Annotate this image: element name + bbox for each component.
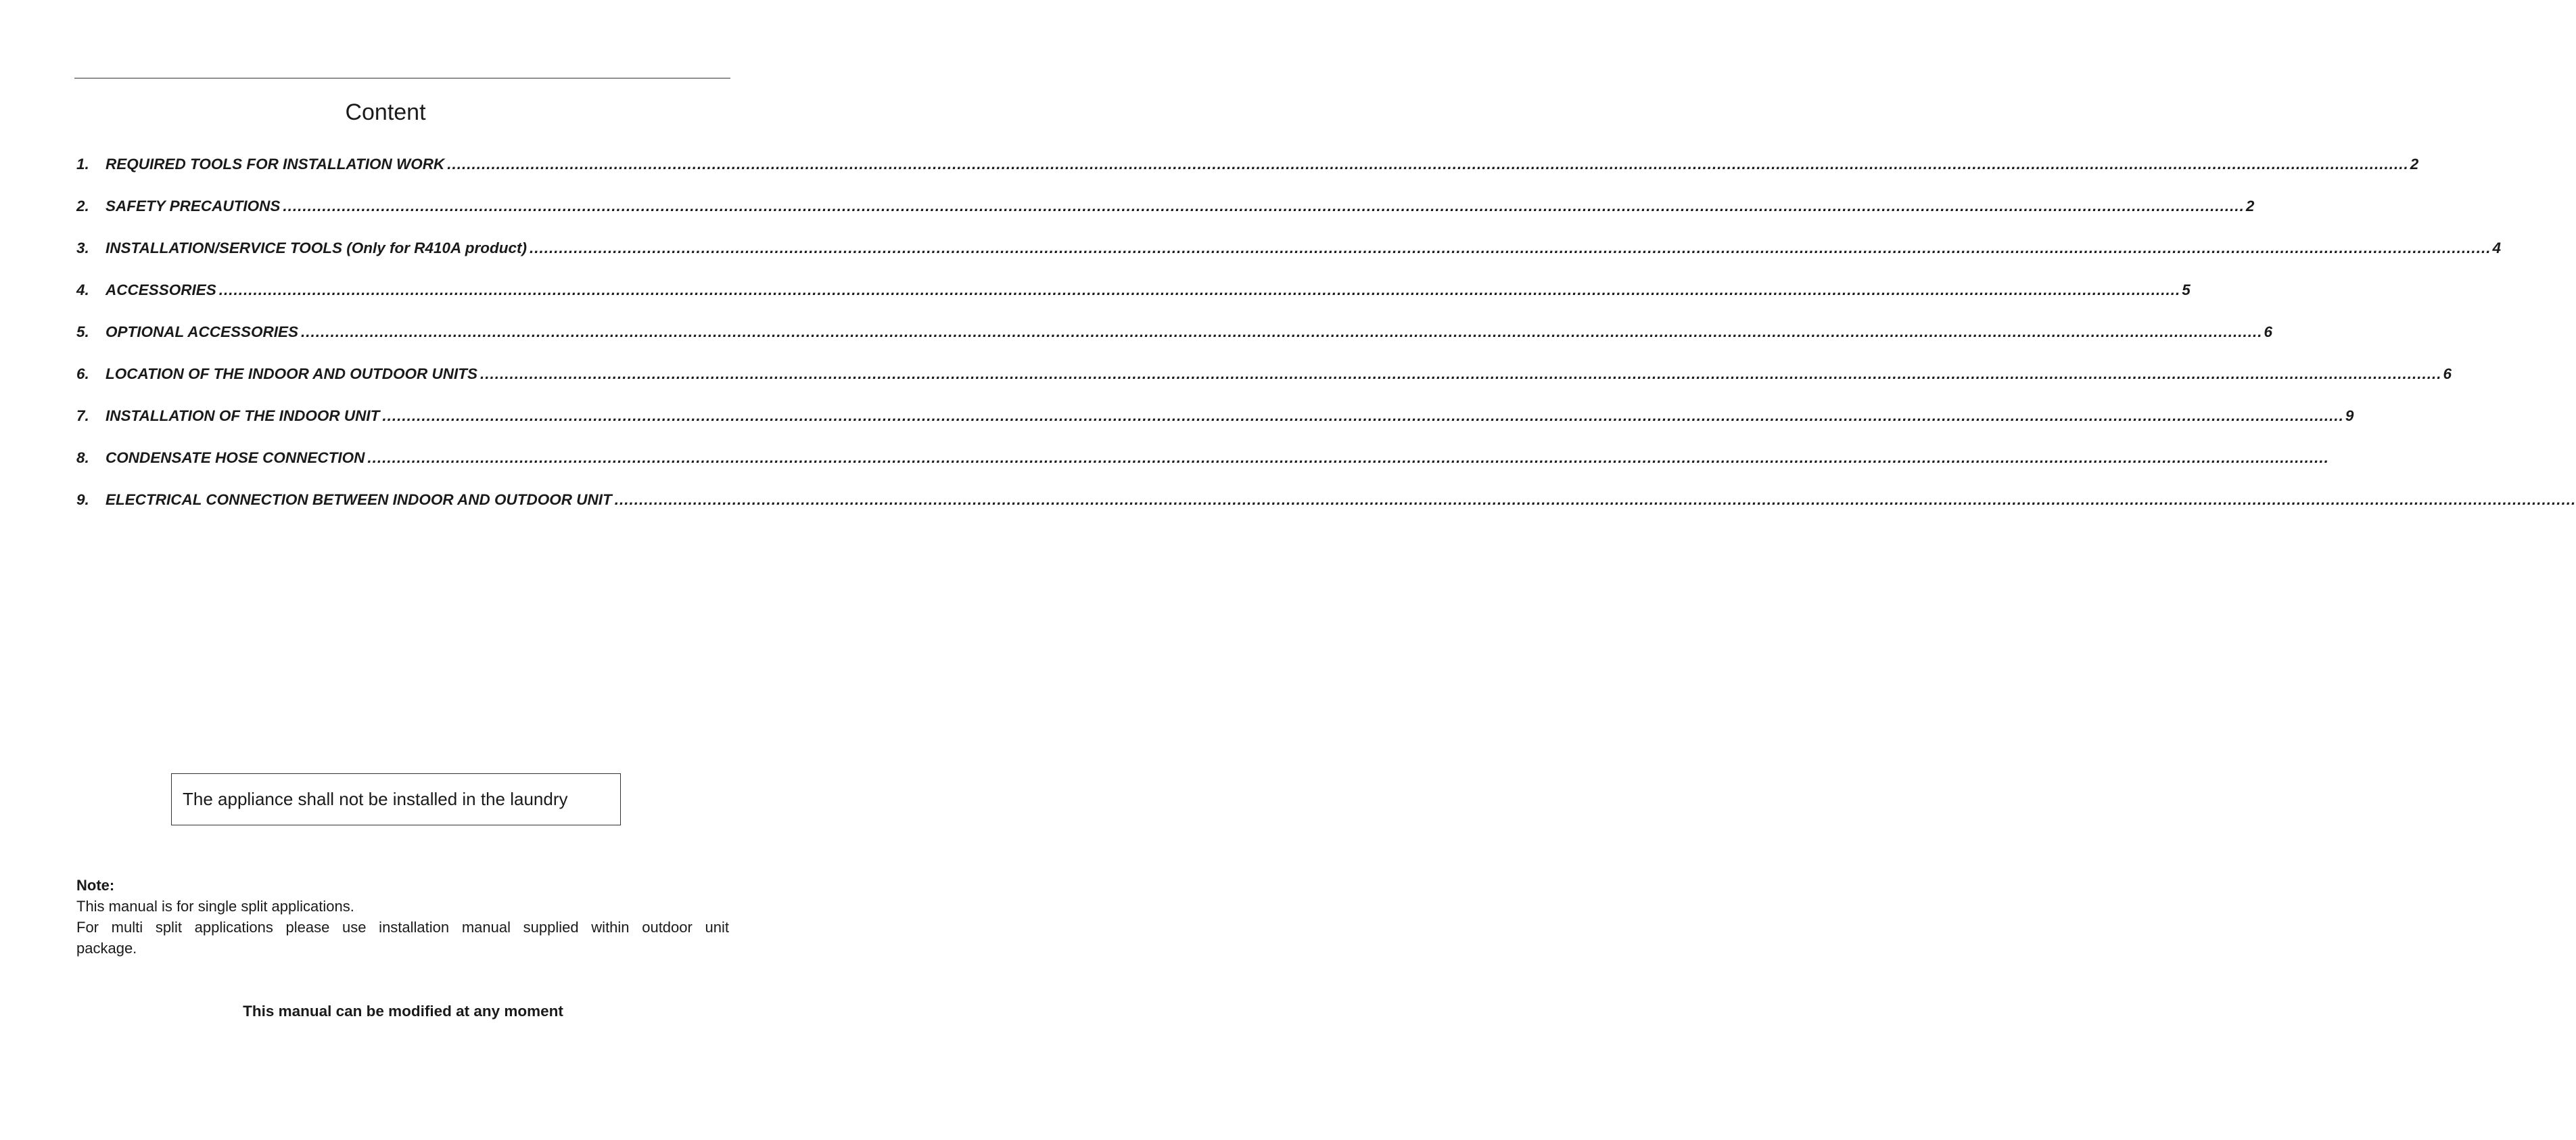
laundry-warning-box bbox=[171, 773, 621, 825]
toc-title: ACCESSORIES bbox=[106, 281, 216, 298]
toc-page-number: 6 bbox=[2443, 365, 2452, 382]
toc-title: CONDENSATE HOSE CONNECTION bbox=[106, 449, 365, 466]
toc-number: 3. bbox=[76, 240, 89, 256]
toc-title: REQUIRED TOOLS FOR INSTALLATION WORK bbox=[106, 156, 445, 173]
note-line: This manual is for single split applications. bbox=[76, 898, 354, 915]
toc-number: 2. bbox=[76, 198, 89, 214]
toc-entry[interactable] bbox=[76, 321, 2273, 344]
toc-entry[interactable] bbox=[76, 195, 2255, 218]
toc-page-number: 2 bbox=[2410, 156, 2419, 173]
toc-page-number: 2 bbox=[2245, 198, 2255, 214]
toc-entry[interactable] bbox=[76, 363, 2452, 386]
toc-leader-dots: ................................................................................................................................................................................................................................................................................................................................................................................................................ bbox=[614, 491, 2576, 508]
toc-leader-dots: ................................................................................................................................................................................................................................................................................................................................................................................................................ bbox=[367, 449, 2329, 466]
toc-number: 4. bbox=[76, 281, 89, 298]
toc-leader-dots: ................................................................................................................................................................................................................................................................................................................................................................................................................ bbox=[529, 240, 2491, 256]
toc-entry[interactable] bbox=[76, 153, 2419, 176]
toc-number: 1. bbox=[76, 156, 89, 173]
toc-leader-dots: ................................................................................................................................................................................................................................................................................................................................................................................................................ bbox=[479, 365, 2442, 382]
toc-page-number: 4 bbox=[2492, 240, 2501, 256]
toc-page-number: 6 bbox=[2264, 323, 2273, 340]
toc-number: 8. bbox=[76, 449, 89, 466]
toc-number: 5. bbox=[76, 323, 89, 340]
note-line: package. bbox=[76, 940, 137, 957]
toc-leader-dots: ................................................................................................................................................................................................................................................................................................................................................................................................................ bbox=[218, 281, 2181, 298]
page-title: Content bbox=[345, 99, 426, 125]
modification-disclaimer: This manual can be modified at any moment bbox=[243, 1003, 563, 1020]
note-line: For multi split applications please use installation manual supplied within outdoor unit bbox=[76, 919, 729, 936]
toc-title: LOCATION OF THE INDOOR AND OUTDOOR UNITS bbox=[106, 365, 477, 382]
toc-entry[interactable] bbox=[76, 237, 2501, 260]
toc-leader-dots: ................................................................................................................................................................................................................................................................................................................................................................................................................ bbox=[301, 323, 2263, 340]
toc-title: INSTALLATION/SERVICE TOOLS (Only for R410A product) bbox=[106, 240, 527, 256]
toc-title: INSTALLATION OF THE INDOOR UNIT bbox=[106, 407, 380, 424]
toc-page-number: 5 bbox=[2182, 281, 2191, 298]
toc-number: 6. bbox=[76, 365, 89, 382]
toc-leader-dots: ................................................................................................................................................................................................................................................................................................................................................................................................................ bbox=[382, 407, 2344, 424]
toc-entry[interactable] bbox=[76, 488, 2576, 511]
toc-page-number: 9 bbox=[2345, 407, 2354, 424]
toc-entry[interactable] bbox=[76, 279, 2191, 302]
toc-leader-dots: ................................................................................................................................................................................................................................................................................................................................................................................................................ bbox=[447, 156, 2409, 173]
toc-title: OPTIONAL ACCESSORIES bbox=[106, 323, 299, 340]
toc-title: ELECTRICAL CONNECTION BETWEEN INDOOR AND OUTDOOR UNIT bbox=[106, 491, 612, 508]
toc-leader-dots: ................................................................................................................................................................................................................................................................................................................................................................................................................ bbox=[283, 198, 2245, 214]
laundry-warning-text: The appliance shall not be installed in the laundry bbox=[183, 789, 568, 809]
note-section bbox=[76, 875, 729, 959]
toc-number: 9. bbox=[76, 491, 89, 508]
note-heading: Note: bbox=[76, 877, 115, 894]
toc-entry[interactable] bbox=[76, 447, 2329, 470]
toc-entry[interactable] bbox=[76, 405, 2354, 428]
toc-number: 7. bbox=[76, 407, 89, 424]
toc-title: SAFETY PRECAUTIONS bbox=[106, 198, 281, 214]
